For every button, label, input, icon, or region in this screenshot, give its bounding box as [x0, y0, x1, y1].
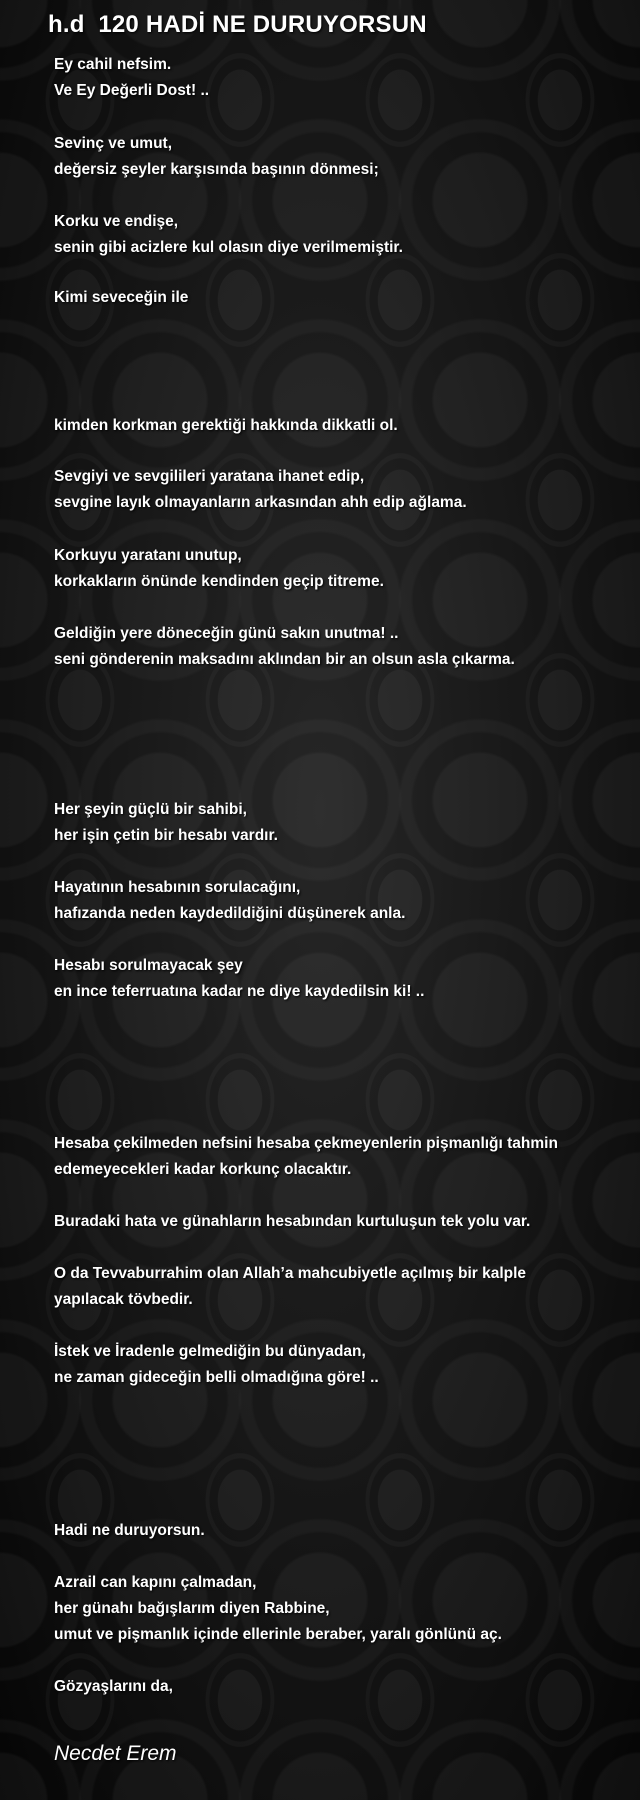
poem-line: Hesaba çekilmeden nefsini hesaba çekmeyenlerin pişmanlığı tahmin: [54, 1135, 558, 1152]
stanza-14: [54, 1261, 614, 1313]
poem-line: Hayatının hesabının sorulacağını,: [54, 879, 301, 896]
stanza-11: [54, 953, 614, 1005]
stanza-12: [54, 1131, 614, 1183]
poem-line: O da Tevvaburrahim olan Allah’a mahcubiyetle açılmış bir kalple: [54, 1265, 527, 1282]
poem-line: değersiz şeyler karşısında başının dönmesi;: [54, 161, 379, 178]
poem-line: sevgine layık olmayanların arkasından ahh edip ağlama.: [54, 494, 467, 511]
poem-line: umut ve pişmanlık içinde ellerinle beraber, yaralı gönlünü aç.: [54, 1626, 502, 1643]
stanza-3: [54, 209, 614, 261]
poem-line: Hesabı sorulmayacak şey: [54, 957, 243, 974]
poem-line: Azrail can kapını çalmadan,: [54, 1574, 257, 1591]
poem-line: her işin çetin bir hesabı vardır.: [54, 827, 278, 844]
poem-line: Ve Ey Değerli Dost! ..: [54, 82, 210, 99]
stanza-1: [54, 52, 614, 104]
poem-line: Geldiğin yere döneceğin günü sakın unutma! ..: [54, 625, 399, 642]
stanza-7: [54, 543, 614, 595]
poem-line: Korku ve endişe,: [54, 213, 179, 230]
stanza-2: [54, 131, 614, 183]
poem-line: Sevinç ve umut,: [54, 135, 173, 152]
poem-line: Buradaki hata ve günahların hesabından kurtuluşun tek yolu var.: [54, 1213, 531, 1230]
poem-line: Korkuyu yaratanı unutup,: [54, 547, 242, 564]
poem-line: Hadi ne duruyorsun.: [54, 1522, 205, 1539]
stanza-6: [54, 464, 614, 516]
poem-line: yapılacak tövbedir.: [54, 1291, 193, 1308]
poem-line: İstek ve İradenle gelmediğin bu dünyadan,: [54, 1343, 366, 1360]
stanza-8: [54, 621, 614, 673]
poem-line: Ey cahil nefsim.: [54, 56, 172, 73]
poem-line: senin gibi acizlere kul olasın diye verilmemiştir.: [54, 239, 403, 256]
poem-line: Her şeyin güçlü bir sahibi,: [54, 801, 247, 818]
poem-line: edemeyecekleri kadar korkunç olacaktır.: [54, 1161, 352, 1178]
poem-line: korkakların önünde kendinden geçip titreme.: [54, 573, 384, 590]
poem-line: kimden korkman gerektiği hakkında dikkatli ol.: [54, 417, 398, 434]
stanza-18: [54, 1674, 614, 1700]
poem-line: Kimi seveceğin ile: [54, 289, 189, 306]
poem-line: hafızanda neden kaydedildiğini düşünerek anla.: [54, 905, 406, 922]
stanza-5: [54, 413, 614, 439]
stanza-9: [54, 797, 614, 849]
poem-line: her günahı bağışlarım diyen Rabbine,: [54, 1600, 330, 1617]
stanza-16: [54, 1518, 614, 1544]
stanza-15: [54, 1339, 614, 1391]
author-name: Necdet Erem: [54, 1742, 177, 1765]
stanza-17: [54, 1570, 614, 1648]
poem-title: h.d 120 HADİ NE DURUYORSUN: [48, 11, 427, 38]
stanza-10: [54, 875, 614, 927]
poem-line: Gözyaşlarını da,: [54, 1678, 173, 1695]
poem-line: en ince teferruatına kadar ne diye kaydedilsin ki! ..: [54, 983, 425, 1000]
poem-line: ne zaman gideceğin belli olmadığına göre! ..: [54, 1369, 379, 1386]
poem-line: seni gönderenin maksadını aklından bir an olsun asla çıkarma.: [54, 651, 515, 668]
stanza-4: [54, 285, 614, 311]
stanza-13: [54, 1209, 614, 1235]
poem-line: Sevgiyi ve sevgilileri yaratana ihanet edip,: [54, 468, 365, 485]
